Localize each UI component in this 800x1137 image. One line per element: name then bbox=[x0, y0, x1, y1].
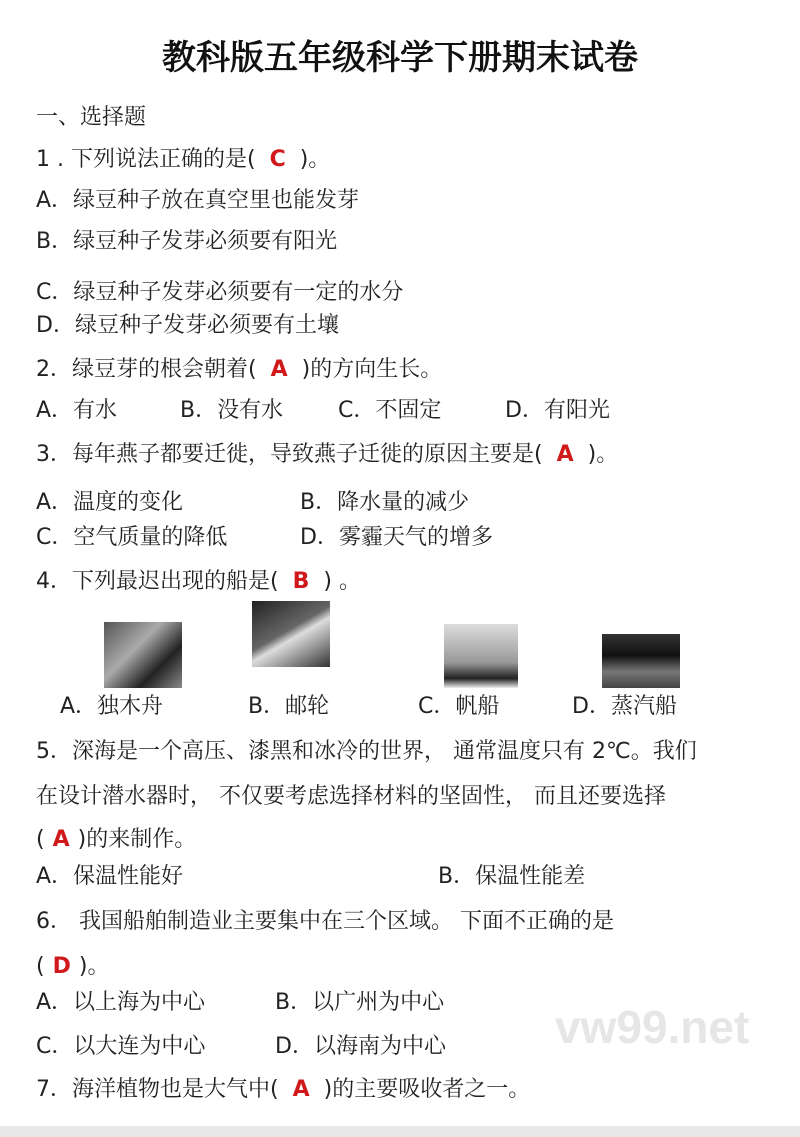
q1-answer: C bbox=[269, 147, 286, 172]
q1-text: 1 . 下列说法正确的是( bbox=[36, 147, 256, 172]
q3-option-a: A．温度的变化 bbox=[36, 490, 184, 515]
question-3 bbox=[36, 440, 618, 470]
steamship-image bbox=[602, 634, 680, 688]
q6-option-b: B．以广州为中心 bbox=[275, 990, 445, 1015]
q3-option-b: B．降水量的减少 bbox=[300, 490, 470, 515]
q2-option-c: C．不固定 bbox=[338, 398, 442, 423]
q5-open: ( bbox=[36, 827, 45, 852]
q3-text: 3．每年燕子都要迁徙，导致燕子迁徙的原因主要是( bbox=[36, 442, 543, 467]
q5-line-1: 5．深海是一个高压、漆黑和冰冷的世界， 通常温度只有 2℃。我们 bbox=[36, 739, 697, 764]
q6-option-d: D．以海南为中心 bbox=[275, 1034, 446, 1059]
q2-option-d: D．有阳光 bbox=[505, 398, 610, 423]
q7-answer: A bbox=[292, 1077, 310, 1102]
q6-line-1: 6． 我国船舶制造业主要集中在三个区域。 下面不正确的是 bbox=[36, 909, 614, 934]
q1-option-a: A．绿豆种子放在真空里也能发芽 bbox=[36, 188, 360, 213]
sailboat-image bbox=[444, 624, 518, 688]
q6-tail: )。 bbox=[78, 954, 110, 979]
q4-option-c: C．帆船 bbox=[418, 694, 500, 719]
q4-option-b: B．邮轮 bbox=[248, 694, 330, 719]
question-4 bbox=[36, 567, 361, 597]
q5-line-3 bbox=[36, 825, 196, 855]
q1-option-d: D．绿豆种子发芽必须要有土壤 bbox=[36, 313, 339, 338]
section-heading: 一、选择题 bbox=[36, 105, 147, 130]
q6-line-2 bbox=[36, 952, 109, 982]
q4-tail: ) 。 bbox=[323, 569, 361, 594]
q2-answer: A bbox=[270, 357, 288, 382]
question-2 bbox=[36, 355, 442, 385]
q5-option-b: B．保温性能差 bbox=[438, 864, 586, 889]
q6-option-a: A．以上海为中心 bbox=[36, 990, 206, 1015]
q3-option-c: C．空气质量的降低 bbox=[36, 525, 228, 550]
page-bottom-edge bbox=[0, 1126, 800, 1137]
canoe-image bbox=[104, 622, 182, 688]
q4-option-d: D．蒸汽船 bbox=[572, 694, 677, 719]
page-title: 教科版五年级科学下册期末试卷 bbox=[162, 38, 638, 78]
q2-text: 2．绿豆芽的根会朝着( bbox=[36, 357, 257, 382]
q7-text: 7．海洋植物也是大气中( bbox=[36, 1077, 279, 1102]
q4-answer: B bbox=[292, 569, 310, 594]
q3-tail: )。 bbox=[587, 442, 619, 467]
question-7 bbox=[36, 1075, 530, 1105]
q2-option-b: B．没有水 bbox=[180, 398, 284, 423]
question-1 bbox=[36, 145, 330, 175]
q2-option-a: A．有水 bbox=[36, 398, 118, 423]
q4-option-a: A．独木舟 bbox=[60, 694, 164, 719]
q5-line-2: 在设计潜水器时， 不仅要考虑选择材料的坚固性， 而且还要选择 bbox=[36, 784, 666, 809]
q6-answer: D bbox=[52, 954, 71, 979]
q5-answer: A bbox=[52, 827, 70, 852]
q7-tail: )的主要吸收者之一。 bbox=[323, 1077, 531, 1102]
q3-option-d: D．雾霾天气的增多 bbox=[300, 525, 493, 550]
cruise-ship-image bbox=[252, 601, 330, 667]
q1-tail: )。 bbox=[299, 147, 331, 172]
q1-option-c: C．绿豆种子发芽必须要有一定的水分 bbox=[36, 280, 404, 305]
q6-open: ( bbox=[36, 954, 45, 979]
q1-option-b: B．绿豆种子发芽必须要有阳光 bbox=[36, 229, 338, 254]
q3-answer: A bbox=[556, 442, 574, 467]
q4-text: 4．下列最迟出现的船是( bbox=[36, 569, 279, 594]
q2-tail: )的方向生长。 bbox=[301, 357, 443, 382]
q6-option-c: C．以大连为中心 bbox=[36, 1034, 206, 1059]
q5-option-a: A．保温性能好 bbox=[36, 864, 184, 889]
q5-tail: )的来制作。 bbox=[77, 827, 197, 852]
watermark: vw99.net bbox=[555, 1001, 750, 1053]
